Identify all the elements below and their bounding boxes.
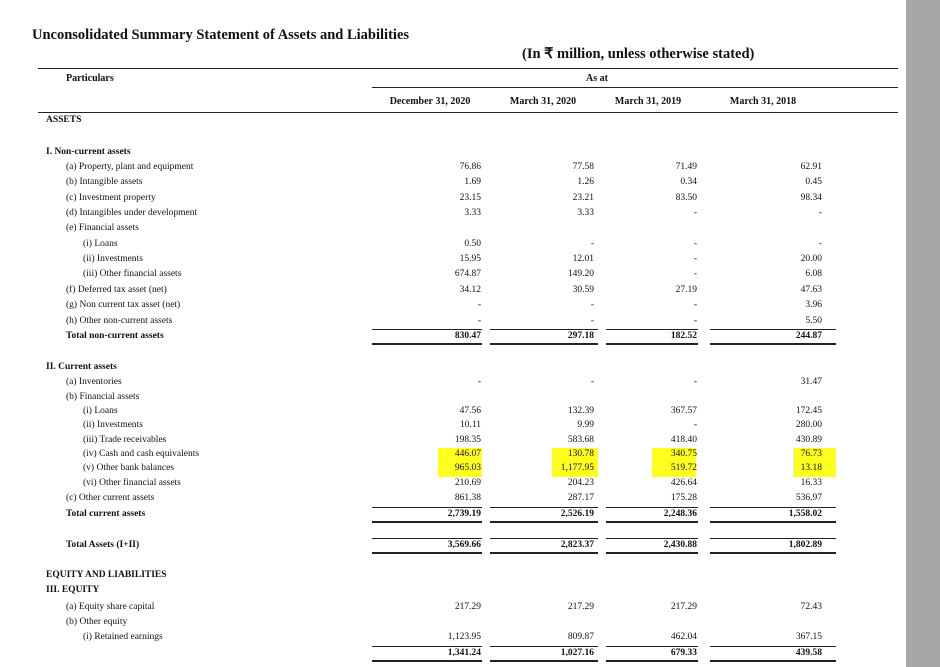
table-row [0, 193, 900, 208]
table-row [0, 177, 900, 192]
cell-mar-2018: 172.45 [795, 406, 822, 416]
table-row [0, 463, 900, 478]
cell-mar-2018: 430.89 [795, 435, 822, 445]
cell-mar-2018: - [818, 208, 822, 218]
total-top-rule [710, 646, 836, 647]
total-top-rule [490, 329, 598, 330]
total-top-rule [606, 329, 698, 330]
cell-mar-2020: 1,027.16 [560, 648, 594, 658]
cell-mar-2019: 2,248.36 [663, 509, 697, 519]
row-label: Total non-current assets [66, 331, 164, 341]
cell-mar-2018: 244.87 [795, 331, 822, 341]
cell-dec-2020: 0.50 [464, 239, 481, 249]
table-row [0, 540, 900, 555]
cell-dec-2020: 217.29 [454, 602, 481, 612]
table-row [0, 239, 900, 254]
cell-mar-2020: 583.68 [567, 435, 594, 445]
row-label: (iii) Trade receivables [83, 435, 167, 445]
cell-mar-2020: 3.33 [577, 208, 594, 218]
cell-mar-2018: 5.50 [805, 316, 822, 326]
cell-mar-2018: 536.97 [795, 493, 822, 503]
cell-mar-2019: - [693, 377, 697, 387]
cell-mar-2019: - [693, 239, 697, 249]
table-row [0, 269, 900, 284]
table-row [0, 115, 900, 130]
header-bottom-rule [38, 112, 898, 113]
column-header-dec-2020: December 31, 2020 [389, 96, 471, 107]
row-label: (b) Financial assets [66, 392, 140, 402]
cell-mar-2018: 72.43 [800, 602, 822, 612]
cell-mar-2019: 27.19 [675, 285, 697, 295]
table-row [0, 254, 900, 269]
row-label: (i) Loans [83, 239, 118, 249]
cell-mar-2018: 6.08 [805, 269, 822, 279]
particulars-header: Particulars [66, 73, 114, 84]
total-top-rule [372, 538, 482, 539]
cell-mar-2020: 1.26 [577, 177, 594, 187]
cell-mar-2020: 9.99 [577, 420, 594, 430]
table-row [0, 420, 900, 435]
cell-mar-2020: 217.29 [567, 602, 594, 612]
table-row [0, 478, 900, 493]
cell-dec-2020: 15.95 [459, 254, 481, 264]
table-row [0, 632, 900, 647]
row-label: ASSETS [46, 115, 82, 125]
cell-mar-2020: 1,177.95 [560, 463, 594, 473]
table-row [0, 585, 900, 600]
total-top-rule [606, 646, 698, 647]
row-label: (f) Deferred tax asset (net) [66, 285, 167, 295]
cell-dec-2020: 210.69 [454, 478, 481, 488]
cell-mar-2018: 62.91 [800, 162, 822, 172]
cell-dec-2020: 34.12 [459, 285, 481, 295]
as-at-rule [372, 87, 898, 88]
row-label: (ii) Investments [83, 420, 143, 430]
row-label: (vi) Other financial assets [83, 478, 181, 488]
cell-dec-2020: 1.69 [464, 177, 481, 187]
row-label: (ii) Investments [83, 254, 143, 264]
cell-mar-2018: 367.15 [795, 632, 822, 642]
row-label: (a) Property, plant and equipment [66, 162, 194, 172]
cell-mar-2020: 2,823.37 [560, 540, 594, 550]
row-label: EQUITY AND LIABILITIES [46, 570, 167, 580]
table-row [0, 648, 900, 663]
row-label: I. Non-current assets [46, 147, 131, 157]
cell-mar-2019: 367.57 [670, 406, 697, 416]
cell-mar-2018: 76.73 [800, 449, 822, 459]
cell-mar-2019: 418.40 [670, 435, 697, 445]
row-label: Total Assets (I+II) [66, 540, 140, 550]
cell-dec-2020: 10.11 [459, 420, 481, 430]
cell-mar-2019: 71.49 [675, 162, 697, 172]
cell-mar-2019: - [693, 254, 697, 264]
table-row [0, 509, 900, 524]
header-top-rule [38, 68, 898, 69]
cell-mar-2020: 77.58 [572, 162, 594, 172]
row-label: (c) Other current assets [66, 493, 155, 503]
cell-mar-2018: 3.96 [805, 300, 822, 310]
cell-mar-2018: 13.18 [800, 463, 822, 473]
cell-mar-2019: - [693, 420, 697, 430]
table-row [0, 406, 900, 421]
cell-mar-2020: 204.23 [567, 478, 594, 488]
cell-mar-2019: 0.34 [680, 177, 697, 187]
cell-mar-2019: 182.52 [670, 331, 697, 341]
cell-dec-2020: 198.35 [454, 435, 481, 445]
cell-mar-2020: 23.21 [572, 193, 594, 203]
cell-mar-2018: 16.33 [800, 478, 822, 488]
row-label: (g) Non current tax asset (net) [66, 300, 181, 310]
row-label: (b) Other equity [66, 617, 128, 627]
cell-dec-2020: 3.33 [464, 208, 481, 218]
cell-mar-2018: 280.00 [795, 420, 822, 430]
column-header-mar-2019: March 31, 2019 [614, 96, 682, 107]
cell-mar-2020: 132.39 [567, 406, 594, 416]
cell-mar-2018: 31.47 [800, 377, 822, 387]
cell-mar-2020: 30.59 [572, 285, 594, 295]
table-row [0, 300, 900, 315]
cell-mar-2020: 809.87 [567, 632, 594, 642]
table-row [0, 162, 900, 177]
table-row [0, 377, 900, 392]
cell-mar-2019: 426.64 [670, 478, 697, 488]
row-label: II. Current assets [46, 362, 117, 372]
table-row [0, 392, 900, 407]
total-top-rule [372, 507, 482, 508]
row-label: (a) Equity share capital [66, 602, 155, 612]
row-label: (i) Loans [83, 406, 118, 416]
cell-mar-2019: 2,430.88 [663, 540, 697, 550]
table-row [0, 331, 900, 346]
cell-dec-2020: 2,739.19 [447, 509, 481, 519]
cell-mar-2019: 519.72 [670, 463, 697, 473]
cell-mar-2018: 439.58 [795, 648, 822, 658]
table-row [0, 208, 900, 223]
cell-mar-2020: 130.78 [567, 449, 594, 459]
cell-mar-2019: 340.75 [670, 449, 697, 459]
cell-mar-2018: 1,558.02 [788, 509, 822, 519]
row-label: (i) Retained earnings [83, 632, 163, 642]
row-label: (iii) Other financial assets [83, 269, 182, 279]
row-label: (iv) Cash and cash equivalents [83, 449, 200, 459]
row-label: (h) Other non-current assets [66, 316, 173, 326]
column-header-mar-2020: March 31, 2020 [509, 96, 577, 107]
cell-mar-2018: 0.45 [805, 177, 822, 187]
cell-mar-2020: - [590, 377, 594, 387]
total-top-rule [490, 646, 598, 647]
cell-mar-2019: - [693, 269, 697, 279]
cell-mar-2019: 83.50 [675, 193, 697, 203]
total-top-rule [490, 507, 598, 508]
total-top-rule [710, 538, 836, 539]
cell-mar-2020: - [590, 239, 594, 249]
row-label: (c) Investment property [66, 193, 156, 203]
total-top-rule [372, 329, 482, 330]
cell-dec-2020: 861.38 [454, 493, 481, 503]
row-label: (e) Financial assets [66, 223, 139, 233]
cell-dec-2020: 674.87 [454, 269, 481, 279]
cell-dec-2020: - [477, 316, 481, 326]
window-scrollbar[interactable] [906, 0, 940, 667]
table-row [0, 570, 900, 585]
total-top-rule [490, 538, 598, 539]
cell-mar-2020: 149.20 [567, 269, 594, 279]
total-top-rule [606, 507, 698, 508]
cell-mar-2019: - [693, 316, 697, 326]
cell-mar-2020: 2,526.19 [560, 509, 594, 519]
table-row [0, 223, 900, 238]
total-top-rule [710, 329, 836, 330]
table-row [0, 493, 900, 508]
cell-mar-2019: 175.28 [670, 493, 697, 503]
cell-dec-2020: 965.03 [454, 463, 481, 473]
cell-dec-2020: 23.15 [459, 193, 481, 203]
total-top-rule [372, 646, 482, 647]
total-top-rule [606, 538, 698, 539]
row-label: (d) Intangibles under development [66, 208, 198, 218]
statement-title: Unconsolidated Summary Statement of Assets and Liabilities [32, 27, 410, 43]
cell-dec-2020: - [477, 300, 481, 310]
cell-mar-2018: - [818, 239, 822, 249]
cell-mar-2020: 12.01 [572, 254, 594, 264]
cell-mar-2019: 462.04 [670, 632, 697, 642]
row-label: III. EQUITY [46, 585, 100, 595]
cell-mar-2018: 1,802.89 [788, 540, 822, 550]
row-label: (b) Intangible assets [66, 177, 143, 187]
cell-dec-2020: 76.86 [459, 162, 481, 172]
cell-dec-2020: 830.47 [454, 331, 481, 341]
as-at-header: As at [586, 73, 608, 84]
column-header-mar-2018: March 31, 2018 [729, 96, 797, 107]
cell-mar-2020: - [590, 316, 594, 326]
cell-dec-2020: 47.56 [459, 406, 481, 416]
row-label: (a) Inventories [66, 377, 122, 387]
cell-mar-2019: 679.33 [670, 648, 697, 658]
cell-mar-2020: 297.18 [567, 331, 594, 341]
cell-dec-2020: - [477, 377, 481, 387]
cell-dec-2020: 446.07 [454, 449, 481, 459]
cell-mar-2018: 20.00 [800, 254, 822, 264]
cell-mar-2020: 287.17 [567, 493, 594, 503]
cell-dec-2020: 3,569.66 [447, 540, 481, 550]
table-row [0, 362, 900, 377]
total-top-rule [710, 507, 836, 508]
cell-mar-2019: - [693, 208, 697, 218]
table-row [0, 617, 900, 632]
row-label: (v) Other bank balances [83, 463, 175, 473]
table-row [0, 602, 900, 617]
cell-mar-2019: 217.29 [670, 602, 697, 612]
cell-mar-2018: 47.63 [800, 285, 822, 295]
table-row [0, 285, 900, 300]
cell-dec-2020: 1,123.95 [447, 632, 481, 642]
cell-mar-2019: - [693, 300, 697, 310]
cell-mar-2018: 98.34 [800, 193, 822, 203]
cell-mar-2020: - [590, 300, 594, 310]
table-row [0, 147, 900, 162]
row-label: Total current assets [66, 509, 146, 519]
units-note: (In ₹ million, unless otherwise stated) [522, 46, 755, 62]
cell-dec-2020: 1,341.24 [447, 648, 481, 658]
